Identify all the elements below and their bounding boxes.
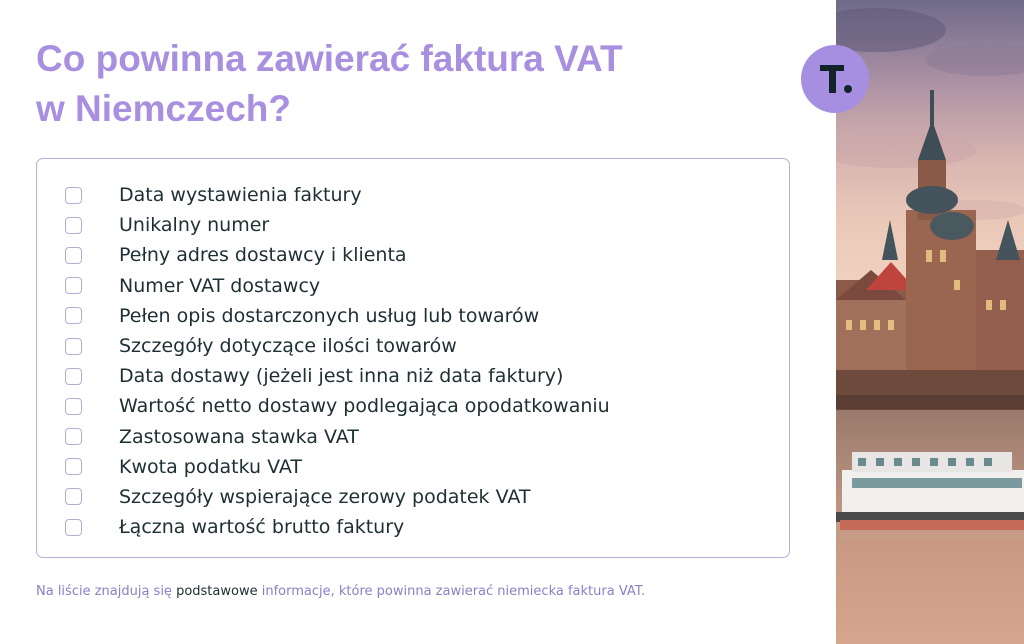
checklist-item[interactable] (65, 331, 610, 361)
checklist-item[interactable] (65, 452, 610, 482)
checklist-item-label: Szczegóły wspierające zerowy podatek VAT (119, 485, 531, 508)
checklist-item-label: Numer VAT dostawcy (119, 274, 321, 297)
footer-text-after: informacje, które powinna zawierać niemiecka faktura VAT. (257, 584, 646, 599)
checkbox[interactable] (65, 398, 82, 415)
checklist-item[interactable] (65, 210, 610, 240)
checklist-item-label: Pełny adres dostawcy i klienta (119, 244, 407, 267)
checklist-item-label: Łączna wartość brutto faktury (119, 516, 405, 539)
checkbox[interactable] (65, 307, 82, 324)
checklist-item[interactable] (65, 271, 610, 301)
checklist-item[interactable] (65, 512, 610, 542)
checklist-item-label: Zastosowana stawka VAT (119, 425, 359, 448)
checklist-item[interactable] (65, 301, 610, 331)
checkbox[interactable] (65, 428, 82, 445)
checklist-item[interactable] (65, 422, 610, 452)
title-line-1: Co powinna zawierać faktura VAT (36, 38, 623, 79)
checklist-item-label: Szczegóły dotyczące ilości towarów (119, 335, 457, 358)
checklist-item[interactable] (65, 391, 610, 421)
footer-highlight: podstawowe (176, 584, 258, 599)
checkbox[interactable] (65, 217, 82, 234)
checklist-item-label: Kwota podatku VAT (119, 455, 303, 478)
checkbox[interactable] (65, 247, 82, 264)
checklist-box (36, 158, 790, 558)
checkbox[interactable] (65, 458, 82, 475)
checklist (65, 180, 610, 542)
checklist-item-label: Data dostawy (jeżeli jest inna niż data faktury) (119, 365, 564, 388)
footer-text-before: Na liście znajdują się (36, 584, 177, 599)
checklist-item[interactable] (65, 180, 610, 210)
checkbox[interactable] (65, 368, 82, 385)
checkbox[interactable] (65, 519, 82, 536)
checkbox[interactable] (65, 187, 82, 204)
t-logo-icon[interactable] (801, 45, 869, 113)
page-title (36, 34, 796, 134)
checklist-item[interactable] (65, 240, 610, 270)
checklist-item-label: Wartość netto dostawy podlegająca opodatkowaniu (119, 395, 610, 418)
checklist-item[interactable] (65, 482, 610, 512)
checklist-item-label: Data wystawienia faktury (119, 184, 362, 207)
checklist-item-label: Unikalny numer (119, 214, 270, 237)
checkbox[interactable] (65, 338, 82, 355)
title-line-2: w Niemczech? (36, 88, 291, 129)
footer-note (36, 584, 645, 599)
checkbox[interactable] (65, 277, 82, 294)
checkbox[interactable] (65, 488, 82, 505)
checklist-item[interactable] (65, 361, 610, 391)
checklist-item-label: Pełen opis dostarczonych usług lub towarów (119, 304, 540, 327)
